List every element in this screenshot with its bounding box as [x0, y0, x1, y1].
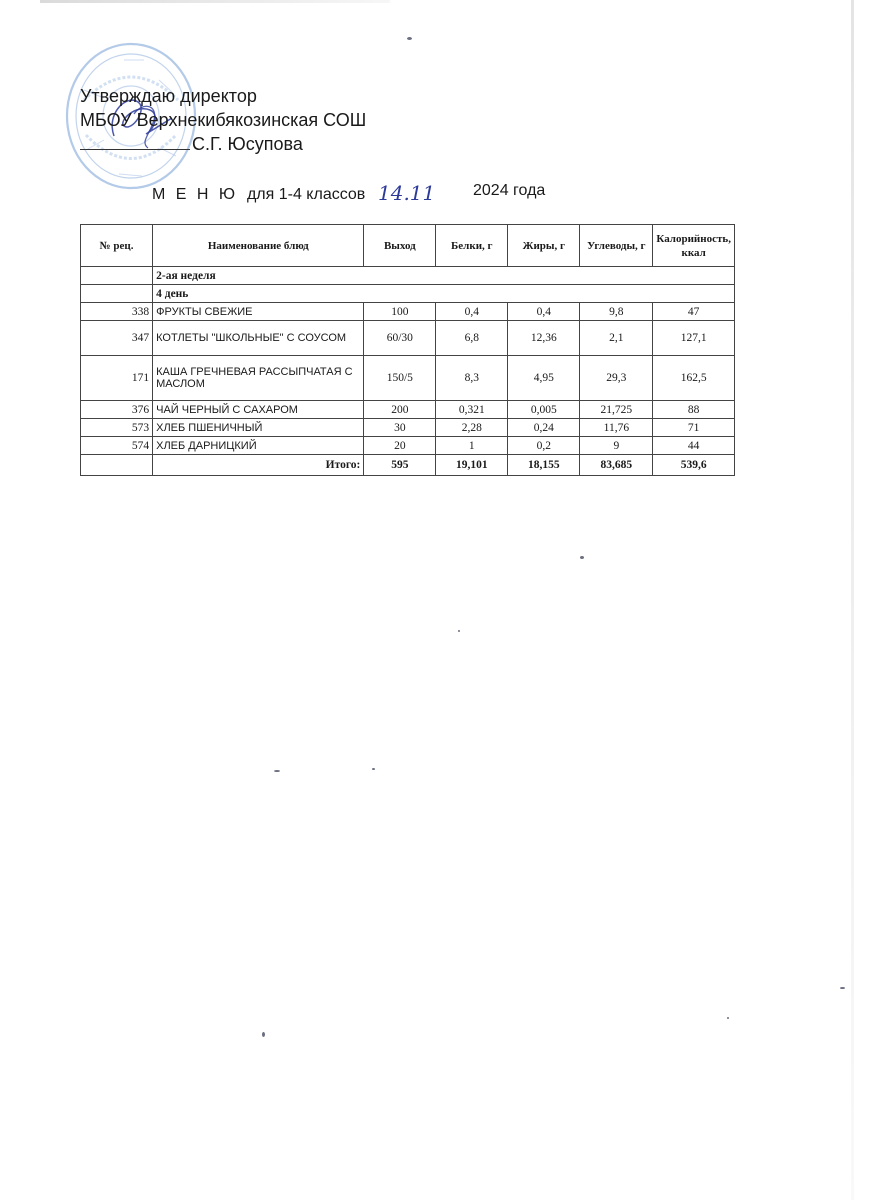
cell-carbs: 2,1: [580, 321, 653, 356]
scan-speck: [407, 37, 412, 40]
cell-fat: 0,2: [508, 437, 580, 455]
scan-speck: [840, 987, 845, 989]
cell-carbs: 9,8: [580, 303, 653, 321]
cell-protein: 1: [436, 437, 508, 455]
table-header-row: [81, 225, 735, 267]
scan-edge-right: [851, 0, 854, 1200]
cell-num: 171: [81, 356, 153, 401]
cell-fat: 0,005: [508, 401, 580, 419]
cell-kcal: 162,5: [653, 356, 735, 401]
cell-num: 573: [81, 419, 153, 437]
director-line: [80, 132, 366, 156]
total-protein: 19,101: [436, 455, 508, 476]
scan-speck: [274, 770, 280, 772]
table-row: [81, 437, 735, 455]
cell-fat: 4,95: [508, 356, 580, 401]
approval-block: [80, 84, 366, 156]
total-carbs: 83,685: [580, 455, 653, 476]
cell-num: 376: [81, 401, 153, 419]
total-fat: 18,155: [508, 455, 580, 476]
table-row: [81, 356, 735, 401]
scan-speck: [372, 768, 375, 770]
approval-title: Утверждаю директор: [80, 86, 257, 106]
director-name: С.Г. Юсупова: [192, 134, 303, 154]
total-row: [81, 455, 735, 476]
cell-protein: 0,4: [436, 303, 508, 321]
cell-protein: 6,8: [436, 321, 508, 356]
cell-name: ХЛЕБ ПШЕНИЧНЫЙ: [153, 419, 364, 437]
table-row: [81, 401, 735, 419]
cell-num: 574: [81, 437, 153, 455]
handwritten-date: [372, 176, 442, 210]
cell-num: 338: [81, 303, 153, 321]
table-row: [81, 303, 735, 321]
cell-protein: 2,28: [436, 419, 508, 437]
cell-output: 20: [364, 437, 436, 455]
cell-kcal: 44: [653, 437, 735, 455]
week-row-blank: [81, 267, 153, 285]
menu-table: [80, 224, 735, 476]
menu-title-prefix: М Е Н Ю: [152, 186, 239, 203]
total-row-blank: [81, 455, 153, 476]
week-label: 2-ая неделя: [153, 267, 735, 285]
cell-fat: 12,36: [508, 321, 580, 356]
cell-name: КОТЛЕТЫ "ШКОЛЬНЫЕ" С СОУСОМ: [153, 321, 364, 356]
day-row: [81, 285, 735, 303]
header-output: Выход: [364, 225, 436, 267]
scan-speck: [262, 1032, 265, 1037]
cell-kcal: 71: [653, 419, 735, 437]
handwritten-date-text: 14.11: [378, 181, 436, 205]
total-label: Итого:: [153, 455, 364, 476]
menu-title: [152, 186, 365, 204]
cell-kcal: 127,1: [653, 321, 735, 356]
table-row: [81, 321, 735, 356]
cell-carbs: 21,725: [580, 401, 653, 419]
day-row-blank: [81, 285, 153, 303]
cell-kcal: 47: [653, 303, 735, 321]
day-label: 4 день: [153, 285, 735, 303]
school-name: МБОУ Верхнекибякозинская СОШ: [80, 110, 367, 130]
cell-name: ЧАЙ ЧЕРНЫЙ С САХАРОМ: [153, 401, 364, 419]
scan-speck: [580, 556, 584, 559]
cell-fat: 0,24: [508, 419, 580, 437]
cell-output: 100: [364, 303, 436, 321]
cell-fat: 0,4: [508, 303, 580, 321]
table-row: [81, 419, 735, 437]
total-kcal: 539,6: [653, 455, 735, 476]
menu-title-grades: для 1-4 классов: [246, 186, 366, 203]
header-kcal: Калорийность, ккал: [653, 225, 735, 267]
cell-protein: 0,321: [436, 401, 508, 419]
year-text: 2024 года: [473, 182, 546, 199]
signature-line: [80, 149, 190, 150]
header-num: № рец.: [81, 225, 153, 267]
cell-num: 347: [81, 321, 153, 356]
scan-speck: [727, 1017, 729, 1019]
cell-output: 200: [364, 401, 436, 419]
header-protein: Белки, г: [436, 225, 508, 267]
cell-carbs: 11,76: [580, 419, 653, 437]
header-fat: Жиры, г: [508, 225, 580, 267]
scan-edge-top: [40, 0, 390, 3]
week-row: [81, 267, 735, 285]
total-output: 595: [364, 455, 436, 476]
cell-protein: 8,3: [436, 356, 508, 401]
scan-speck: [458, 630, 460, 632]
header-name: Наименование блюд: [153, 225, 364, 267]
cell-name: ХЛЕБ ДАРНИЦКИЙ: [153, 437, 364, 455]
cell-output: 30: [364, 419, 436, 437]
cell-name: КАША ГРЕЧНЕВАЯ РАССЫПЧАТАЯ С МАСЛОМ: [153, 356, 364, 401]
cell-output: 150/5: [364, 356, 436, 401]
header-carbs: Углеводы, г: [580, 225, 653, 267]
cell-name: ФРУКТЫ СВЕЖИЕ: [153, 303, 364, 321]
cell-carbs: 29,3: [580, 356, 653, 401]
cell-output: 60/30: [364, 321, 436, 356]
cell-kcal: 88: [653, 401, 735, 419]
cell-carbs: 9: [580, 437, 653, 455]
